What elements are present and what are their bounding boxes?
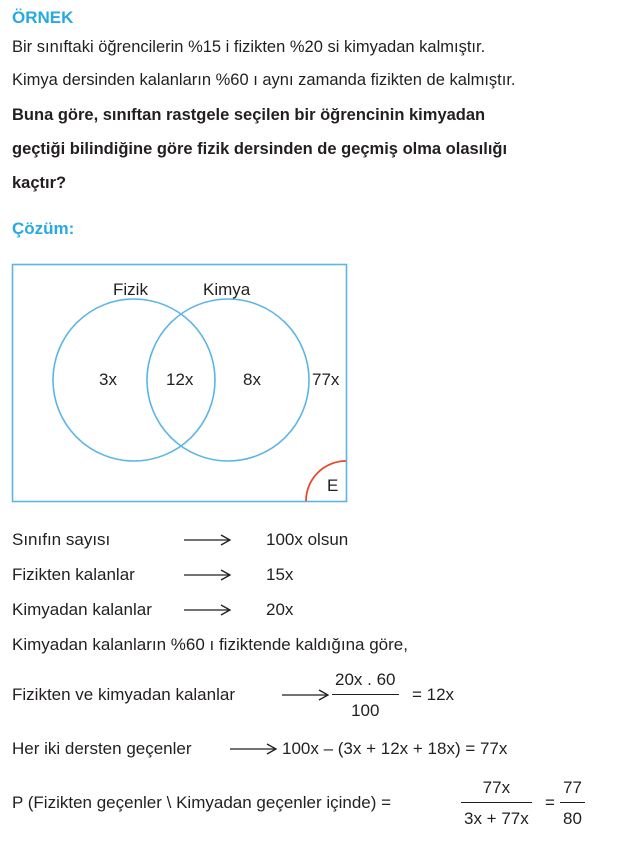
venn-universe-label: E [327, 476, 339, 495]
problem-line-2: Kimya dersinden kalanların %60 ı aynı zamanda fizikten de kalmıştır. [12, 71, 516, 89]
arrow-icon [184, 603, 234, 617]
question-line-1: Buna göre, sınıftan rastgele seçilen bir öğrencinin kimyadan [12, 106, 486, 124]
arrow-icon [184, 533, 234, 547]
probability-final-denominator: 80 [563, 809, 582, 828]
probability-equals: = [545, 793, 555, 812]
universe-corner-arc [306, 461, 346, 501]
question-line-3: kaçtır? [12, 174, 67, 192]
arrow-icon [230, 742, 280, 756]
both-passed-label: Her iki dersten geçenler [12, 739, 192, 758]
both-passed-expression: 100x – (3x + 12x + 18x) = 77x [282, 739, 508, 758]
question-line-2: geçtiği bilindiğine göre fizik dersinden de geçmiş olma olasılığı [12, 140, 508, 158]
solution-title: Çözüm: [12, 219, 75, 238]
row-physics-failed-label: Fizikten kalanlar [12, 565, 135, 584]
both-failed-label: Fizikten ve kimyadan kalanlar [12, 685, 235, 704]
arrow-icon [282, 688, 332, 702]
arrow-icon [184, 568, 234, 582]
row-class-size-value: 100x olsun [266, 530, 349, 549]
both-failed-denominator: 100 [351, 701, 380, 720]
row-chemistry-failed-label: Kimyadan kalanlar [12, 600, 152, 619]
venn-outside-value: 77x [312, 370, 340, 389]
probability-numerator: 77x [482, 778, 511, 797]
problem-line-1: Bir sınıftaki öğrencilerin %15 i fizikten %20 si kimyadan kalmıştır. [12, 38, 486, 56]
probability-final-fraction [560, 778, 585, 829]
venn-intersection-value: 12x [166, 370, 194, 389]
both-failed-numerator: 20x . 60 [335, 670, 396, 689]
both-failed-fraction [332, 670, 399, 721]
row-chemistry-failed-value: 20x [266, 600, 294, 619]
row-class-size-label: Sınıfın sayısı [12, 530, 111, 549]
probability-fraction [461, 778, 532, 829]
both-failed-result: = 12x [412, 685, 455, 704]
probability-final-numerator: 77 [563, 778, 582, 797]
row-physics-failed-value: 15x [266, 565, 294, 584]
venn-fizik-only-value: 3x [99, 370, 117, 389]
venn-kimya-only-value: 8x [243, 370, 261, 389]
venn-kimya-label: Kimya [203, 280, 251, 299]
solution-note: Kimyadan kalanların %60 ı fiziktende kaldığına göre, [12, 635, 408, 654]
venn-fizik-label: Fizik [113, 280, 148, 299]
example-title: ÖRNEK [12, 8, 74, 27]
probability-denominator: 3x + 77x [464, 809, 529, 828]
probability-label: P (Fizikten geçenler \ Kimyadan geçenler içinde) = [12, 793, 392, 812]
